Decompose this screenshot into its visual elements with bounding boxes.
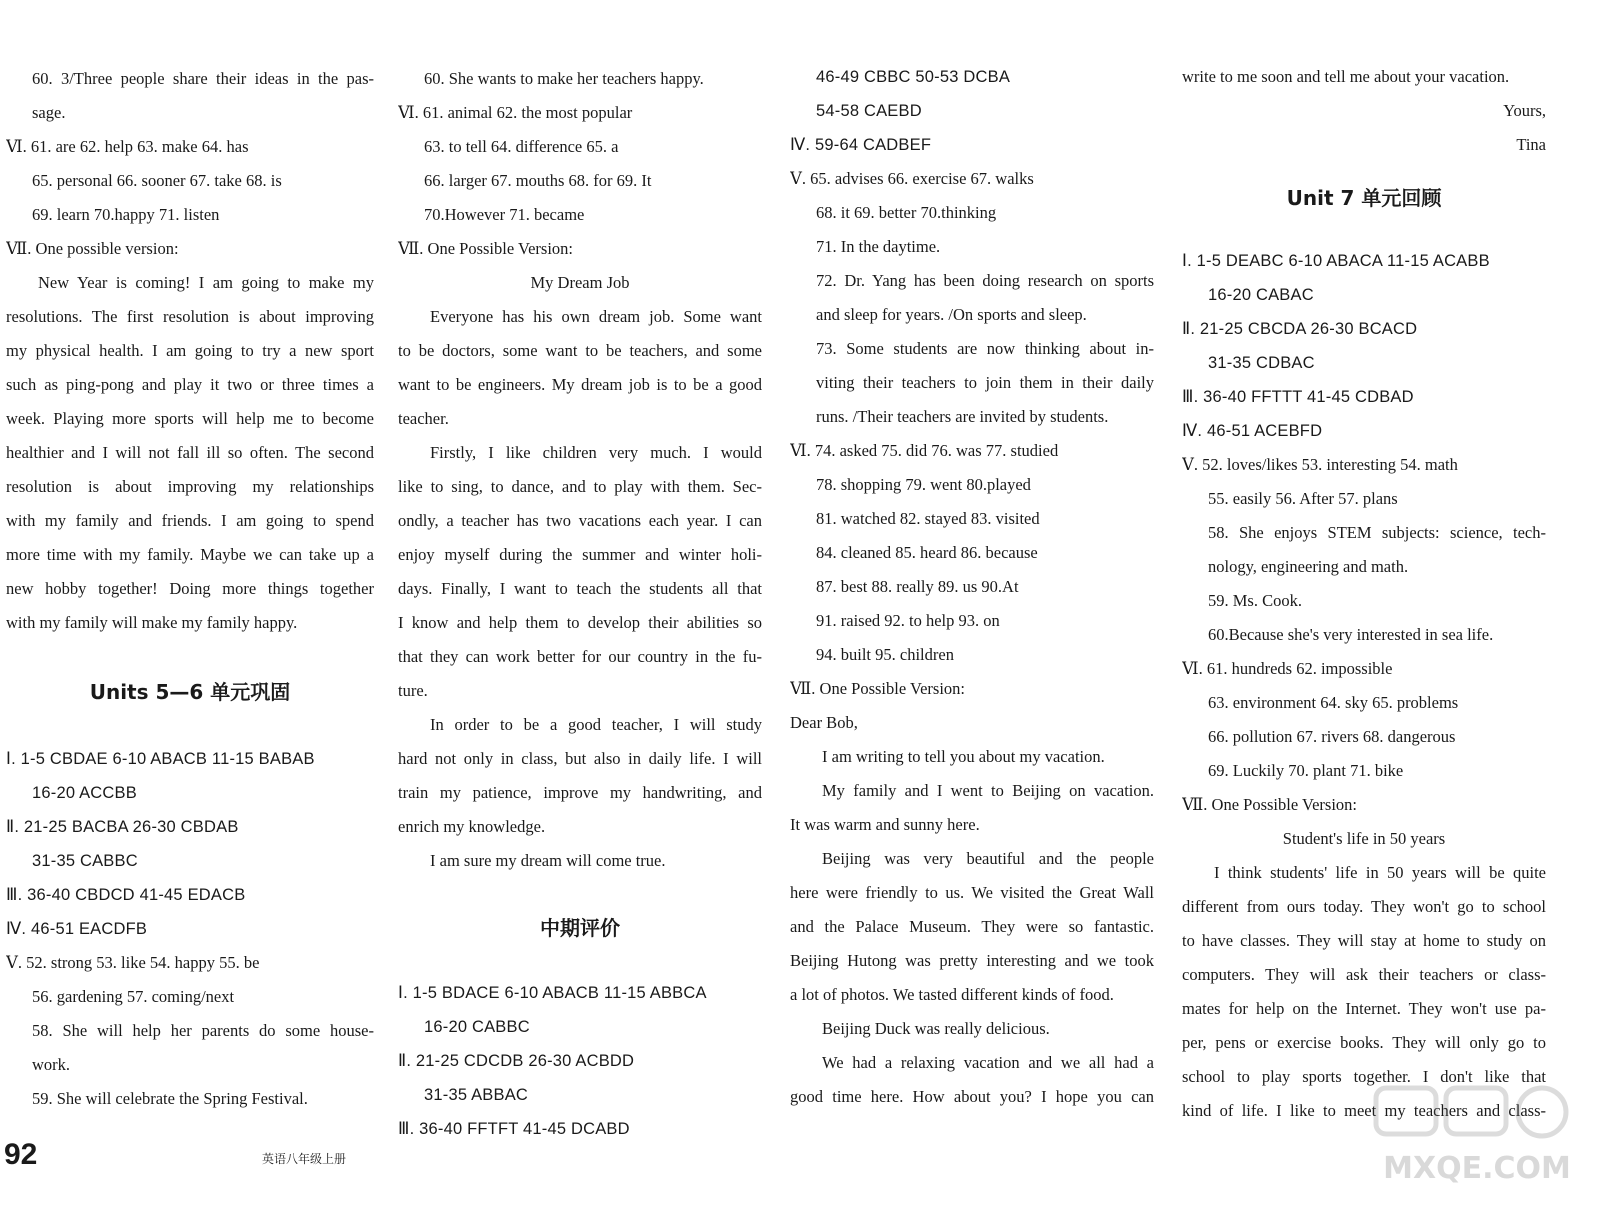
answer-line: 54-58 CAEBD (816, 102, 922, 120)
text-line: 60. 3/Three people share their ideas in the pas- (32, 69, 374, 88)
essay-line: new hobby together! Doing more things together (6, 579, 374, 598)
essay-line: with my family and friends. I am going to spend (6, 511, 374, 530)
answer-line: 81. watched 82. stayed 83. visited (816, 509, 1040, 528)
essay-line: resolutions. The first resolution is about improving (6, 307, 374, 326)
answer-line: Ⅰ. 1-5 BDACE 6-10 ABACB 11-15 ABBCA (398, 984, 707, 1002)
essay-line: write to me soon and tell me about your vacation. (1182, 67, 1510, 86)
answer-line: 84. cleaned 85. heard 86. because (816, 543, 1038, 562)
answer-line: viting their teachers to join them in their daily (816, 373, 1154, 392)
essay-line: per, pens or exercise books. They will only go to (1182, 1033, 1546, 1052)
essay-line: my physical health. I am going to try a new sport (6, 341, 374, 360)
answer-line: Ⅵ. 61. hundreds 62. impossible (1182, 659, 1393, 678)
answer-line: Ⅵ. 61. animal 62. the most popular (398, 103, 633, 122)
answer-line: 69. Luckily 70. plant 71. bike (1208, 761, 1404, 780)
essay-line: In order to be a good teacher, I will study (430, 715, 762, 734)
answer-line: 59. She will celebrate the Spring Festival. (32, 1089, 308, 1108)
answer-line: 72. Dr. Yang has been doing research on sports (816, 271, 1154, 290)
answer-line: Ⅲ. 36-40 FFTTT 41-45 CDBAD (1182, 388, 1414, 406)
answer-line: 65. personal 66. sooner 67. take 68. is (32, 171, 282, 190)
answer-line: Ⅱ. 21-25 CDCDB 26-30 ACBDD (398, 1052, 635, 1070)
watermark-text: MXQE.COM (1383, 1151, 1571, 1186)
section-heading: Ⅶ. One Possible Version: (398, 239, 573, 258)
text-line: sage. (32, 103, 66, 122)
answer-line: 91. raised 92. to help 93. on (816, 611, 1000, 630)
essay-line: with my family will make my family happy. (6, 613, 298, 632)
answer-line: Ⅰ. 1-5 CBDAE 6-10 ABACB 11-15 BABAB (6, 750, 315, 768)
answer-line: 87. best 88. really 89. us 90.At (816, 577, 1019, 596)
answer-line: 59. Ms. Cook. (1208, 591, 1302, 610)
essay-line: computers. They will ask their teachers or class- (1182, 965, 1546, 984)
essay-line: a lot of photos. We tasted different kinds of food. (790, 985, 1114, 1004)
essay-line: Everyone has his own dream job. Some want (430, 307, 762, 326)
essay-line: Firstly, I like children very much. I would (430, 443, 762, 462)
essay-line: good time here. How about you? I hope you can (790, 1087, 1154, 1106)
answer-line: Ⅲ. 36-40 FFTFT 41-45 DCABD (398, 1120, 630, 1138)
essay-line: Beijing Duck was really delicious. (822, 1019, 1050, 1038)
answer-line: Ⅱ. 21-25 CBCDA 26-30 BCACD (1182, 320, 1418, 338)
essay-line: healthier and I will not fall ill so often. The second (6, 443, 374, 462)
essay-title: Student's life in 50 years (1282, 829, 1446, 848)
page-number: 92 (4, 1138, 38, 1171)
essay-line: to have classes. They will stay at home to study on (1182, 931, 1546, 950)
essay-line: I am sure my dream will come true. (430, 851, 666, 870)
essay-line: and the Palace Museum. They were so fantastic. (790, 917, 1154, 936)
answer-line: Ⅵ. 74. asked 75. did 76. was 77. studied (790, 441, 1059, 460)
answer-line: 78. shopping 79. went 80.played (816, 475, 1031, 494)
essay-line: resolution is about improving my relationships (6, 477, 374, 496)
section-heading: Ⅶ. One possible version: (6, 239, 179, 258)
essay-title: My Dream Job (530, 273, 630, 292)
essay-line: Beijing Hutong was pretty interesting and we took (790, 951, 1154, 970)
answer-line: 69. learn 70.happy 71. listen (32, 205, 220, 224)
essay-line: here were friendly to us. We visited the Great Wall (790, 883, 1154, 902)
answer-line: 16-20 ACCBB (32, 784, 137, 802)
letter-greeting: Dear Bob, (790, 713, 858, 732)
answer-line: Ⅴ. 52. strong 53. like 54. happy 55. be (6, 953, 260, 972)
essay-line: New Year is coming! I am going to make my (38, 273, 374, 292)
essay-line: train my patience, improve my handwriting, and (398, 783, 762, 802)
essay-line: I know and help them to develop their abilities so (398, 613, 762, 632)
answer-line: and sleep for years. /On sports and sleep. (816, 305, 1087, 324)
essay-line: like to sing, to dance, and to play with them. Sec- (398, 477, 762, 496)
essay-line: We had a relaxing vacation and we all had a (822, 1053, 1154, 1072)
answer-line: Ⅴ. 52. loves/likes 53. interesting 54. math (1182, 455, 1458, 474)
essay-line: It was warm and sunny here. (790, 815, 980, 834)
essay-line: days. Finally, I want to teach the students all that (398, 579, 762, 598)
answer-line: 60. She wants to make her teachers happy. (424, 69, 704, 88)
section-heading: Ⅶ. One Possible Version: (790, 679, 965, 698)
essay-line: more time with my family. Maybe we can take up a (6, 545, 374, 564)
answer-line: 31-35 CABBC (32, 852, 138, 870)
section-title: Units 5—6 单元巩固 (89, 680, 291, 704)
footer-book-title: 英语八年级上册 (262, 1152, 347, 1166)
answer-line: Ⅴ. 65. advises 66. exercise 67. walks (790, 169, 1034, 188)
answer-line: 55. easily 56. After 57. plans (1208, 489, 1398, 508)
essay-line: want to be engineers. My dream job is to be a good (398, 375, 762, 394)
answer-line: nology, engineering and math. (1208, 557, 1409, 576)
essay-line: I am writing to tell you about my vacation. (822, 747, 1105, 766)
answer-line: 68. it 69. better 70.thinking (816, 203, 997, 222)
answer-line: 58. She enjoys STEM subjects: science, tech- (1208, 523, 1546, 542)
answer-line: 16-20 CABAC (1208, 286, 1314, 304)
answer-line: Ⅳ. 46-51 EACDFB (6, 920, 148, 938)
letter-signature: Tina (1516, 135, 1546, 154)
answer-line: 58. She will help her parents do some house- (32, 1021, 374, 1040)
answer-line: 73. Some students are now thinking about in- (816, 339, 1154, 358)
essay-line: week. Playing more sports will help me to become (6, 409, 374, 428)
answer-line: 94. built 95. children (816, 645, 954, 664)
answer-line: work. (32, 1055, 71, 1074)
essay-line: kind of life. I like to meet my teachers and class- (1182, 1101, 1546, 1120)
answer-line: 63. environment 64. sky 65. problems (1208, 693, 1459, 712)
answer-line: Ⅲ. 36-40 CBDCD 41-45 EDACB (6, 886, 246, 904)
column-4 (1182, 60, 1546, 1128)
essay-line: I think students' life in 50 years will be quite (1214, 863, 1546, 882)
answer-line: 16-20 CABBC (424, 1018, 530, 1036)
essay-line: mates for help on the Internet. They won't use pa- (1182, 999, 1546, 1018)
column-2 (398, 62, 762, 1146)
answer-line: 46-49 CBBC 50-53 DCBA (816, 68, 1011, 86)
essay-line: school to play sports together. I don't like that (1182, 1067, 1546, 1086)
column-3 (790, 60, 1154, 1114)
answer-line: Ⅳ. 46-51 ACEBFD (1182, 422, 1323, 440)
essay-line: Beijing was very beautiful and the people (822, 849, 1154, 868)
section-title: Unit 7 单元回顾 (1286, 186, 1442, 210)
essay-line: enjoy myself during the summer and winter holi- (398, 545, 762, 564)
answer-line: 66. pollution 67. rivers 68. dangerous (1208, 727, 1456, 746)
column-1 (6, 62, 374, 1116)
answer-line: Ⅰ. 1-5 DEABC 6-10 ABACA 11-15 ACABB (1182, 252, 1490, 270)
section-heading: Ⅶ. One Possible Version: (1182, 795, 1357, 814)
essay-line: that they can work better for our country in the fu- (398, 647, 762, 666)
essay-line: to be doctors, some want to be teachers, and some (398, 341, 762, 360)
essay-line: hard not only in class, but also in daily life. I will (398, 749, 762, 768)
essay-line: such as ping-pong and play it two or three times a (6, 375, 374, 394)
answer-line: 70.However 71. became (424, 205, 585, 224)
essay-line: different from ours today. They won't go to school (1182, 897, 1546, 916)
answer-line: 56. gardening 57. coming/next (32, 987, 235, 1006)
essay-line: My family and I went to Beijing on vacation. (822, 781, 1154, 800)
essay-line: enrich my knowledge. (398, 817, 546, 836)
answer-line: Ⅱ. 21-25 BACBA 26-30 CBDAB (6, 818, 239, 836)
answer-line: runs. /Their teachers are invited by students. (816, 407, 1109, 426)
answer-line: Ⅵ. 61. are 62. help 63. make 64. has (6, 137, 249, 156)
answer-line: 66. larger 67. mouths 68. for 69. It (424, 171, 652, 190)
essay-line: ture. (398, 681, 428, 700)
answer-line: 31-35 ABBAC (424, 1086, 529, 1104)
watermark-logo (1372, 1080, 1582, 1190)
answer-line: 60.Because she's very interested in sea life. (1208, 625, 1494, 644)
essay-line: teacher. (398, 409, 449, 428)
answer-line: 31-35 CDBAC (1208, 354, 1315, 372)
answer-line: 63. to tell 64. difference 65. a (424, 137, 619, 156)
section-title: 中期评价 (540, 916, 620, 940)
essay-line: ondly, a teacher has two vacations each year. I can (398, 511, 762, 530)
answer-line: Ⅳ. 59-64 CADBEF (790, 136, 932, 154)
answer-line: 71. In the daytime. (816, 237, 941, 256)
letter-closing: Yours, (1503, 101, 1546, 120)
